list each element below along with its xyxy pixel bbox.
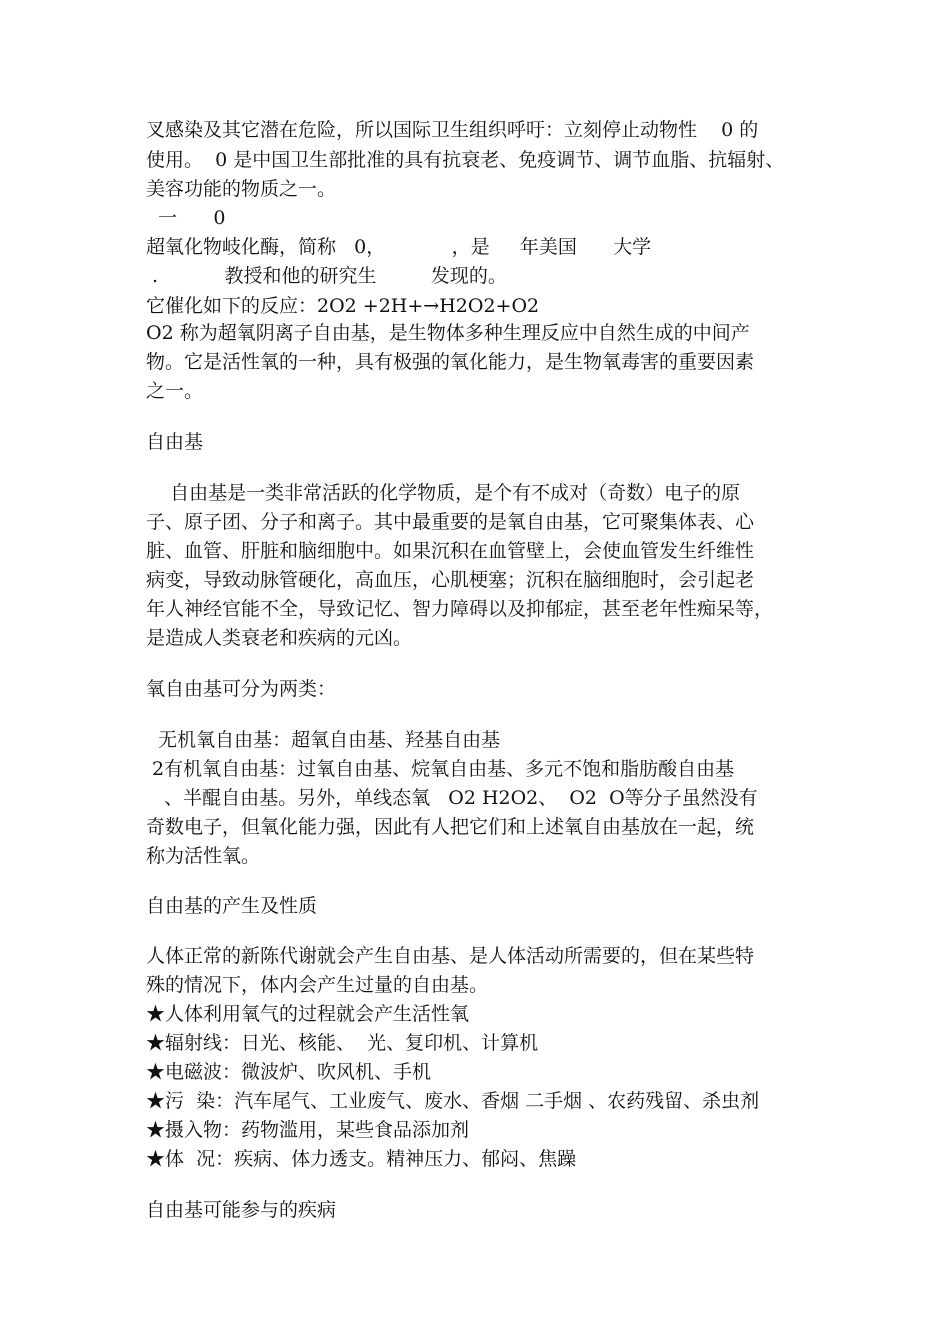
free-radical-line: 病变，导致动脉管硬化，高血压，心肌梗塞；沉积在脑细胞时，会引起老	[146, 569, 755, 591]
oxygen-radical-heading: 氧自由基可分为两类：	[146, 678, 337, 700]
oxygen-radical-line: 奇数电子，但氧化能力强，因此有人把它们和上述氧自由基放在一起，统	[146, 816, 755, 838]
superoxide-line: 之一。	[146, 380, 204, 402]
source-item: ★辐射线：日光、核能、 光、复印机、计算机	[146, 1032, 539, 1054]
oxygen-radical-line: 、半醌自由基。另外，单线态氧 O2 H2O2、 O2 O等分子虽然没有	[146, 787, 758, 809]
free-radical-heading: 自由基	[146, 431, 204, 453]
section-heading: 一 0	[146, 207, 226, 229]
intro-line: 美容功能的物质之一。	[146, 178, 337, 200]
free-radical-line: 年人神经官能不全，导致记忆、智力障碍以及抑郁症，甚至老年性痴呆等，	[146, 598, 774, 620]
free-radical-line: 自由基是一类非常活跃的化学物质，是个有不成对（奇数）电子的原	[146, 482, 741, 504]
free-radical-line: 脏、血管、肝脏和脑细胞中。如果沉积在血管壁上，会使血管发生纤维性	[146, 540, 755, 562]
source-item: ★人体利用氧气的过程就会产生活性氧	[146, 1003, 470, 1025]
intro-line: 使用。 0 是中国卫生部批准的具有抗衰老、免疫调节、调节血脂、抗辐射、	[146, 149, 785, 171]
intro-line: 叉感染及其它潜在危险，所以国际卫生组织呼吁：立刻停止动物性 0 的	[146, 119, 759, 141]
oxygen-radical-line: 称为活性氧。	[146, 845, 261, 867]
free-radical-line: 子、原子团、分子和离子。其中最重要的是氧自由基，它可聚集体表、心	[146, 511, 755, 533]
source-item: ★电磁波：微波炉、吹风机、手机	[146, 1061, 432, 1083]
reaction-equation: 它催化如下的反应：2O2 +2H+→H2O2+O2	[146, 295, 540, 317]
superoxide-line: 物。它是活性氧的一种，具有极强的氧化能力，是生物氧毒害的重要因素	[146, 351, 755, 373]
oxygen-radical-line: 2有机氧自由基：过氧自由基、烷氧自由基、多元不饱和脂肪酸自由基	[146, 758, 735, 780]
definition-line: 超氧化物岐化酶，简称 0， ，是 年美国 大学	[146, 236, 652, 258]
diseases-heading: 自由基可能参与的疾病	[146, 1199, 337, 1221]
generation-heading: 自由基的产生及性质	[146, 895, 318, 917]
source-item: ★体 况：疾病、体力透支。精神压力、郁闷、焦躁	[146, 1148, 577, 1170]
source-item: ★摄入物：药物滥用，某些食品添加剂	[146, 1119, 470, 1141]
definition-line: . 教授和他的研究生 发现的。	[146, 265, 507, 287]
generation-line: 殊的情况下，体内会产生过量的自由基。	[146, 974, 489, 996]
superoxide-line: O2 称为超氧阴离子自由基，是生物体多种生理反应中自然生成的中间产	[146, 322, 750, 344]
generation-line: 人体正常的新陈代谢就会产生自由基、是人体活动所需要的，但在某些特	[146, 945, 755, 967]
free-radical-line: 是造成人类衰老和疾病的元凶。	[146, 627, 413, 649]
source-item: ★污 染：汽车尾气、工业废气、废水、香烟 二手烟 、农药残留、杀虫剂	[146, 1090, 760, 1112]
oxygen-radical-line: 无机氧自由基：超氧自由基、羟基自由基	[146, 729, 501, 751]
